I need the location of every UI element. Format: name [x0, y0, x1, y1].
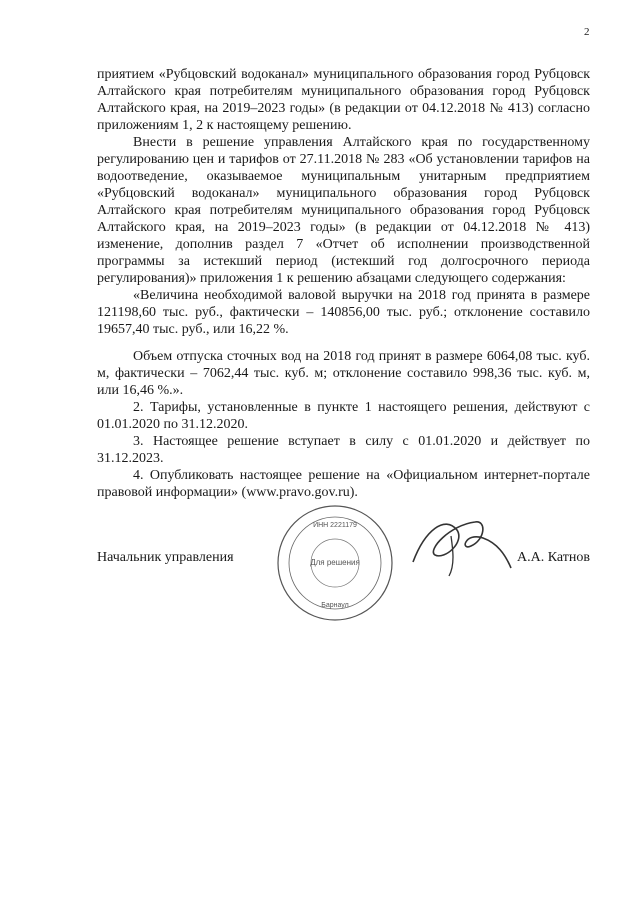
paragraph-publication: 4. Опубликовать настоящее решение на «Официальном интернет-портале правовой информации» (www.pravo.gov.ru). [97, 468, 590, 500]
paragraph-amendment: Внести в решение управления Алтайского края по государственному регулированию цен и тарифов от 27.11.2018 № 283 «Об установлении тарифов на водоотведение, оказываемое муниципальным унитарным предприятием «Рубцовский водоканал» муниципального образования город Рубцовск Алтайского края потребителям муниципального образования город Рубцовск Алтайского края, на 2019–2023 годы» (в редакции от 04.12.2018 № 413) изменение, дополнив раздел 7 «Отчет об исполнении производственной программы за истекший период (истекший год долгосрочного периода регулирования)» приложения 1 к решению абзацами следующего содержания: [97, 135, 590, 286]
svg-text:Барнаул: Барнаул [321, 602, 349, 609]
paragraph-tariffs-period: 2. Тарифы, установленные в пункте 1 настоящего решения, действуют с 01.01.2020 по 31.12.2020. [97, 400, 590, 432]
paragraph-wastewater: Объем отпуска сточных вод на 2018 год принят в размере 6064,08 тыс. куб. м, фактически – 7062,44 тыс. куб. м; отклонение составило 998,36 тыс. куб. м, или 16,46 %.». [97, 349, 590, 398]
svg-text:ИНН 2221179: ИНН 2221179 [313, 522, 357, 529]
page-number: 2 [584, 26, 590, 38]
paragraph-effective-date: 3. Настоящее решение вступает в силу с 01.01.2020 и действует по 31.12.2023. [97, 434, 590, 466]
signature-block [97, 542, 590, 582]
paragraph-revenue: «Величина необходимой валовой выручки на 2018 год принята в размере 121198,60 тыс. руб., фактически – 140856,00 тыс. руб.; отклонение составило 19657,40 тыс. руб., или 16,22 %. [97, 288, 590, 337]
paragraph-continuation: приятием «Рубцовский водоканал» муниципального образования город Рубцовск Алтайского края потребителям муниципального образования город Рубцовск Алтайского края, на 2019–2023 годы» (в редакции от 04.12.2018 № 413) согласно приложениям 1, 2 к настоящему решению. [97, 67, 590, 133]
signatory-name: А.А. Катнов [517, 550, 590, 565]
signatory-title: Начальник управления [97, 550, 234, 565]
document-body [97, 66, 590, 501]
svg-text:Для решения: Для решения [310, 558, 360, 567]
